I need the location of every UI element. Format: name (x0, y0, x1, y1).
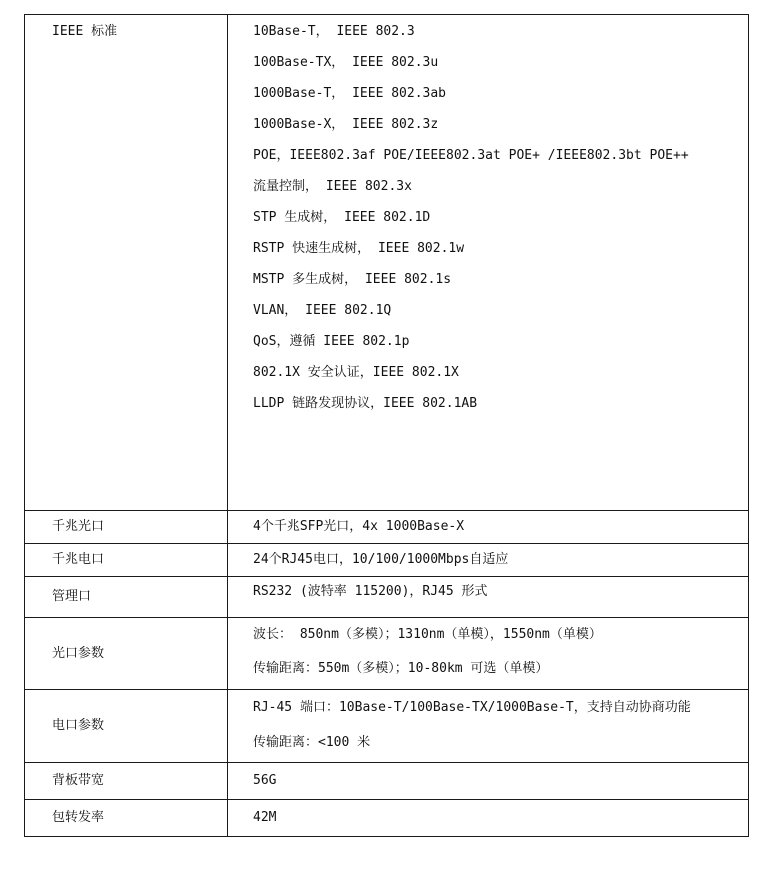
list-item: 传输距离：<100 米 (253, 735, 371, 750)
list-item: QoS，遵循 IEEE 802.1p (253, 334, 410, 349)
label-cell-forwarding (25, 800, 228, 837)
list-item: VLAN， IEEE 802.1Q (253, 303, 392, 318)
value-cell-backplane (228, 763, 749, 800)
value-cell-ieee (228, 15, 749, 511)
row-label-ieee: IEEE 标准 (52, 24, 118, 39)
list-item: 1000Base-T， IEEE 802.3ab (253, 86, 447, 101)
table-row-gigabit-fiber (25, 511, 749, 544)
value-cell-forwarding (228, 800, 749, 837)
row-label-backplane: 背板带宽 (52, 773, 105, 788)
row-label-management: 管理口 (52, 589, 92, 604)
row-label-forwarding: 包转发率 (52, 810, 105, 825)
value-cell-gigabit-fiber (228, 511, 749, 544)
list-item: STP 生成树， IEEE 802.1D (253, 210, 431, 225)
table-row-gigabit-copper (25, 544, 749, 577)
row-label-gigabit-fiber: 千兆光口 (52, 519, 105, 534)
table-row-backplane (25, 763, 749, 800)
table-row-fiber-params (25, 618, 749, 690)
label-cell-gigabit-copper (25, 544, 228, 577)
value-gigabit-copper: 24个RJ45电口，10/100/1000Mbps自适应 (253, 552, 509, 567)
list-item: 传输距离：550m（多模）；10-80km 可选（单模） (253, 661, 549, 676)
label-cell-gigabit-fiber (25, 511, 228, 544)
value-management: RS232 (波特率 115200)，RJ45 形式 (253, 584, 488, 599)
label-cell-ieee (25, 15, 228, 511)
table-row-copper-params (25, 690, 749, 763)
row-label-fiber-params: 光口参数 (52, 645, 105, 661)
row-label-gigabit-copper: 千兆电口 (52, 552, 105, 567)
value-cell-gigabit-copper (228, 544, 749, 577)
list-item: 802.1X 安全认证，IEEE 802.1X (253, 365, 459, 380)
value-cell-management (228, 577, 749, 618)
label-cell-management (25, 577, 228, 618)
label-cell-backplane (25, 763, 228, 800)
list-item: 10Base-T， IEEE 802.3 (253, 24, 415, 39)
value-backplane: 56G (253, 773, 277, 788)
value-forwarding: 42M (253, 810, 277, 825)
list-item: MSTP 多生成树， IEEE 802.1s (253, 272, 452, 287)
list-item: RJ-45 端口：10Base-T/100Base-TX/1000Base-T，支持自动协商功能 (253, 700, 691, 715)
list-item: 1000Base-X， IEEE 802.3z (253, 117, 439, 132)
list-item: 流量控制， IEEE 802.3x (253, 179, 412, 194)
label-cell-copper-params (25, 690, 228, 763)
list-item: LLDP 链路发现协议，IEEE 802.1AB (253, 396, 478, 411)
row-label-copper-params: 电口参数 (52, 718, 105, 733)
spec-table (24, 14, 749, 837)
table-row-forwarding (25, 800, 749, 837)
list-item: POE，IEEE802.3af POE/IEEE802.3at POE+ /IEEE802.3bt POE++ (253, 148, 689, 163)
value-cell-fiber-params (228, 618, 749, 690)
label-cell-fiber-params (25, 618, 228, 690)
table-row-management (25, 577, 749, 618)
list-item: 100Base-TX， IEEE 802.3u (253, 55, 439, 70)
list-item: 波长： 850nm（多模）；1310nm（单模），1550nm（单模） (253, 627, 602, 642)
value-cell-copper-params (228, 690, 749, 763)
value-gigabit-fiber: 4个千兆SFP光口，4x 1000Base-X (253, 519, 465, 534)
list-item: RSTP 快速生成树， IEEE 802.1w (253, 241, 465, 256)
table-row-ieee (25, 15, 749, 511)
